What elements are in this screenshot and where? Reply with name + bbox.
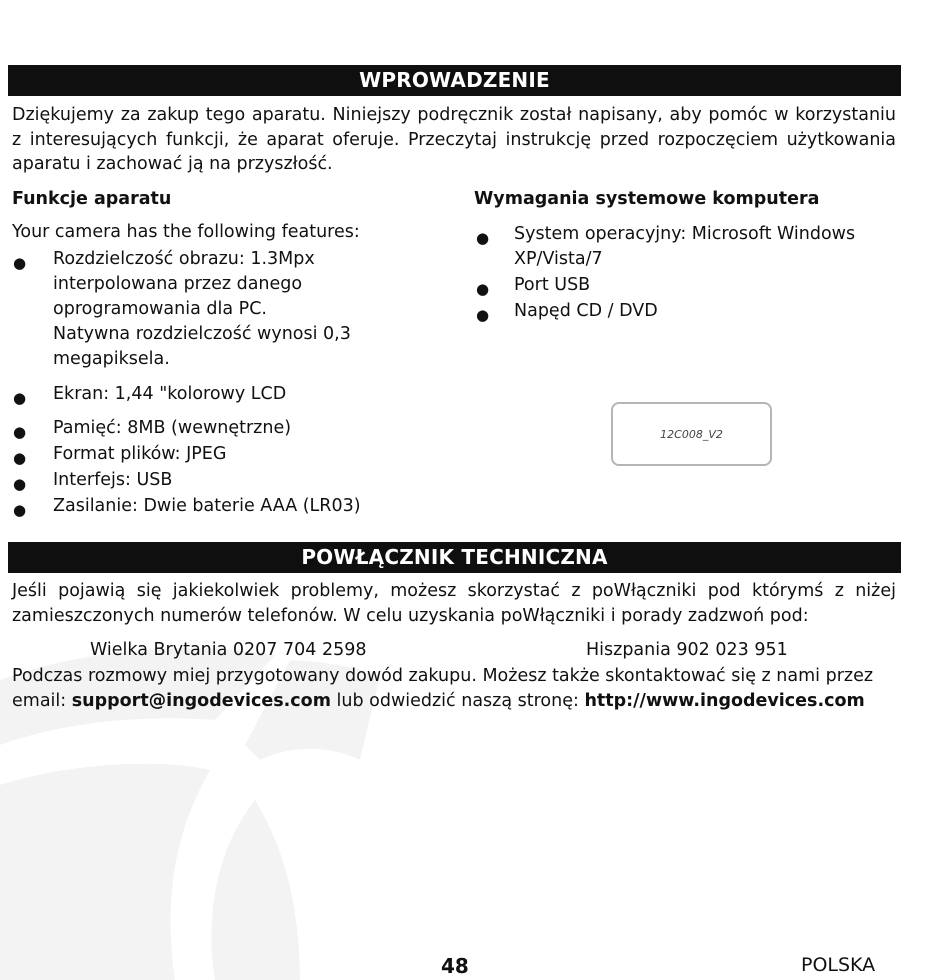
bullet-icon: ● xyxy=(476,229,490,247)
bullet-icon: ● xyxy=(13,475,27,493)
feature-item-format: Format plików: JPEG xyxy=(53,444,227,464)
phone-number-uk: Wielka Brytania 0207 704 2598 xyxy=(90,640,367,660)
support-email-link[interactable]: support@ingodevices.com xyxy=(71,690,331,711)
features-heading: Funkcje aparatu xyxy=(12,189,172,209)
section-heading-support: POWŁĄCZNIK TECHNICZNA xyxy=(8,542,901,573)
requirement-item-usb: Port USB xyxy=(514,275,591,295)
bullet-icon: ● xyxy=(13,501,27,519)
bullet-icon: ● xyxy=(476,306,490,324)
requirements-heading: Wymagania systemowe komputera xyxy=(474,189,820,209)
bullet-icon: ● xyxy=(13,449,27,467)
contact-paragraph xyxy=(12,664,896,713)
requirement-item-drive: Napęd CD / DVD xyxy=(514,301,658,321)
language-label: POLSKA xyxy=(801,954,876,976)
website-link[interactable]: http://www.ingodevices.com xyxy=(584,690,865,711)
bullet-icon: ● xyxy=(13,389,27,407)
requirement-item-os: System operacyjny: Microsoft Windows XP/Vista/7 xyxy=(514,224,856,269)
feature-item-power: Zasilanie: Dwie baterie AAA (LR03) xyxy=(53,496,361,516)
feature-item-interface: Interfejs: USB xyxy=(53,470,173,490)
feature-item-resolution: Rozdzielczość obrazu: 1.3Mpx interpolowana przez danego oprogramowania dla PC. Natywna rozdzielczość wynosi 0,3 megapiksela. xyxy=(53,249,351,369)
phone-number-spain: Hiszpania 902 023 951 xyxy=(586,640,788,660)
contact-text: Podczas rozmowy miej przygotowany dowód zakupu. Możesz także skontaktować się z nami przez email: xyxy=(12,666,874,711)
section-heading-intro: WPROWADZENIE xyxy=(8,65,901,96)
page-number: 48 xyxy=(441,954,469,978)
contact-text-mid: lub odwiedzić naszą stronę: xyxy=(330,690,585,711)
bullet-icon: ● xyxy=(476,280,490,298)
bullet-icon: ● xyxy=(13,423,27,441)
bullet-icon: ● xyxy=(13,254,27,272)
feature-item-screen: Ekran: 1,44 "kolorowy LCD xyxy=(53,384,287,404)
features-intro: Your camera has the following features: xyxy=(12,222,360,242)
intro-paragraph: Dziękujemy za zakup tego aparatu. Niniejszy podręcznik został napisany, aby pomóc w korzystaniu z interesujących funkcji, że aparat oferuje. Przeczytaj instrukcję przed rozpoczęciem użytkowania aparatu i zachować ją na przyszłość. xyxy=(12,105,896,174)
model-code-box: 12C008_V2 xyxy=(611,402,772,466)
support-paragraph: Jeśli pojawią się jakiekolwiek problemy, możesz skorzystać z poWłączniki pod którymś z niżej zamieszczonych numerów telefonów. W celu uzyskania poWłączniki i porady zadzwoń pod: xyxy=(12,581,896,626)
feature-item-memory: Pamięć: 8MB (wewnętrzne) xyxy=(53,418,292,438)
